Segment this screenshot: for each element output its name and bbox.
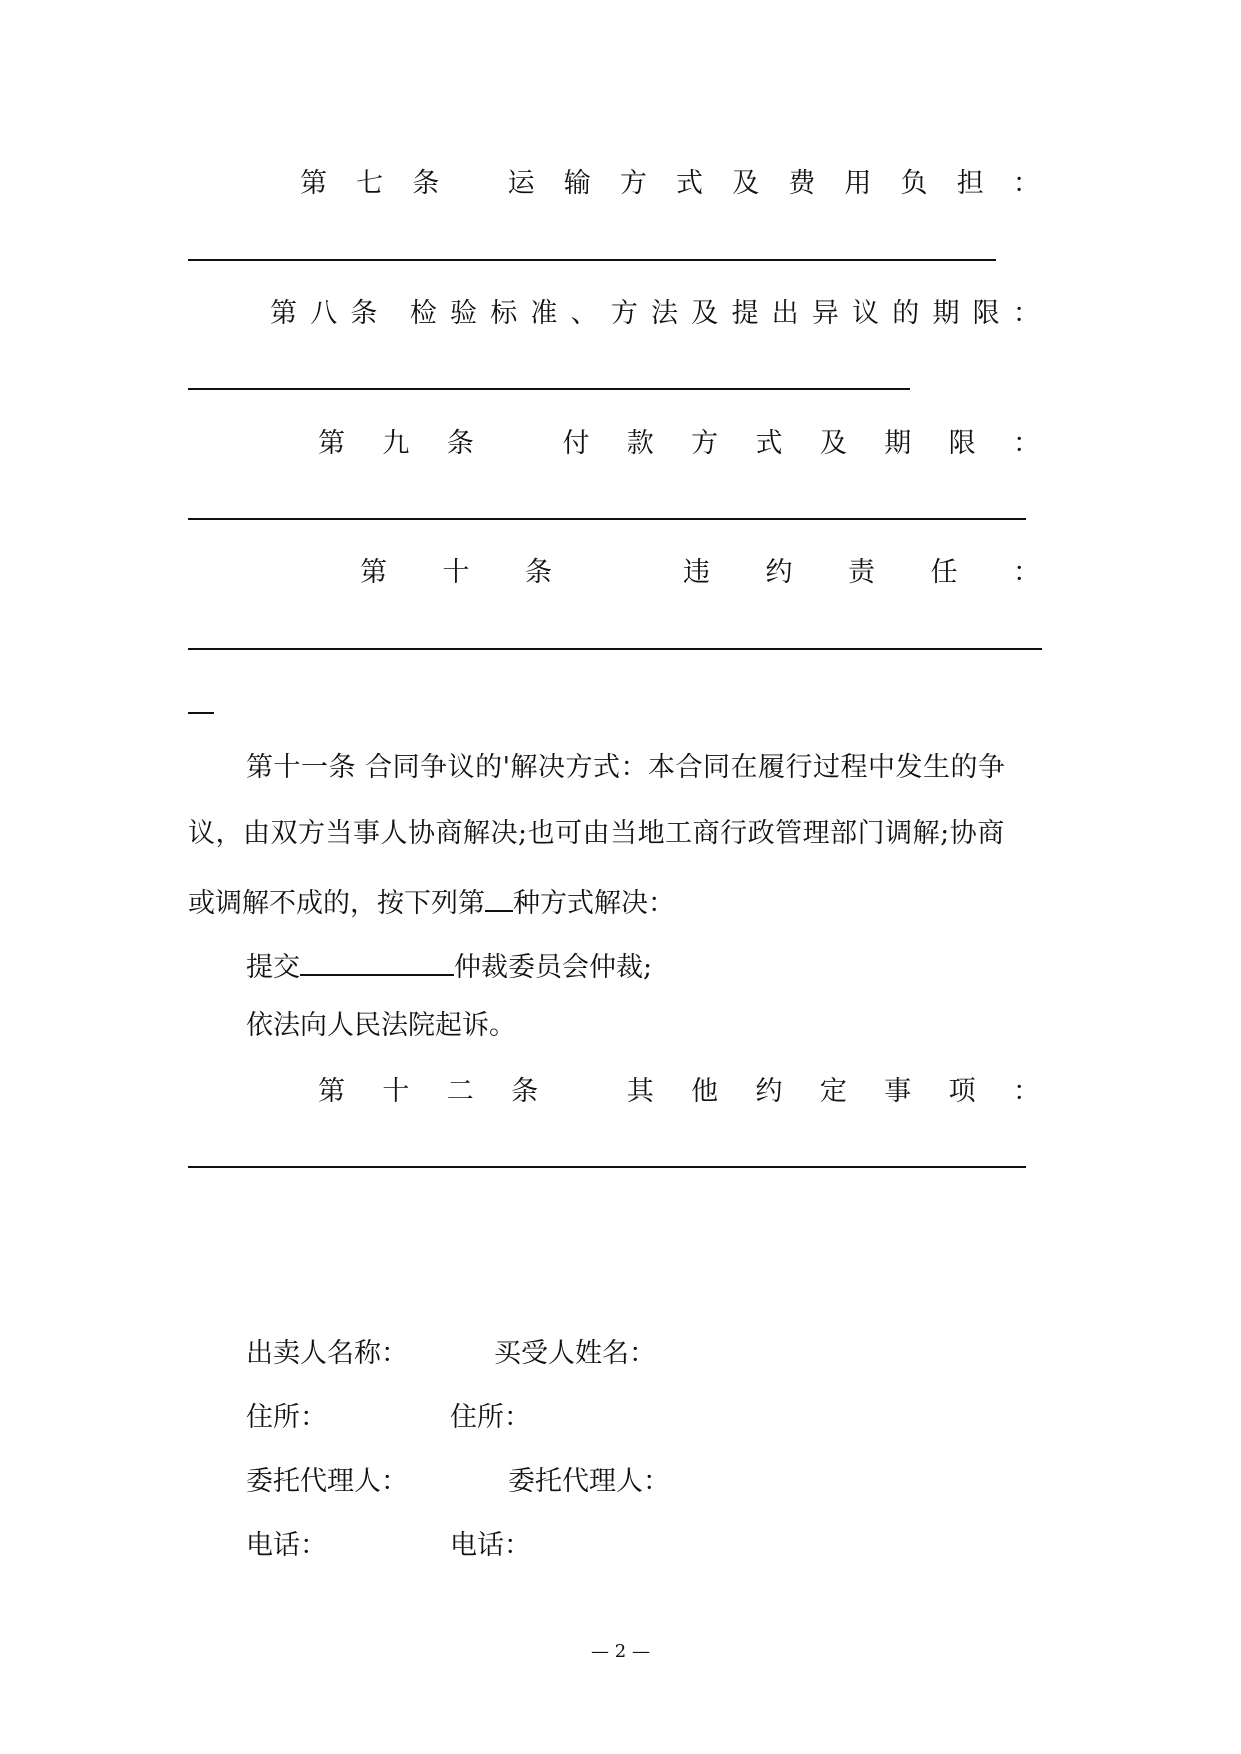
- heading-char: 其: [626, 1076, 654, 1107]
- heading-char: 任: [930, 557, 958, 588]
- article-11-line-3-before: 或调解不成的，按下列第: [188, 888, 485, 919]
- heading-char: 担: [956, 168, 984, 199]
- heading-char: 八: [310, 298, 338, 329]
- heading-char: 约: [765, 557, 793, 588]
- heading-char: 法: [651, 298, 679, 329]
- heading-char: 费: [788, 168, 816, 199]
- arbitration-option-before: 提交: [246, 952, 300, 983]
- heading-char: 负: [900, 168, 928, 199]
- heading-char: 方: [691, 428, 719, 459]
- heading-char: 限: [972, 298, 1000, 329]
- heading-char: 用: [844, 168, 872, 199]
- heading-char: 第: [318, 1076, 345, 1107]
- heading-char: 第: [318, 428, 345, 459]
- buyer-agent-label: 委托代理人：: [508, 1466, 670, 1497]
- heading-char: 二: [446, 1076, 474, 1107]
- page-number: — 2 —: [591, 1641, 650, 1662]
- heading-char: 提: [731, 298, 759, 329]
- heading-char: 及: [691, 298, 719, 329]
- heading-char: 限: [948, 428, 976, 459]
- heading-char: 付: [562, 428, 590, 459]
- article-8-blank-line[interactable]: [188, 388, 910, 390]
- seller-agent-label: 委托代理人：: [246, 1466, 408, 1497]
- heading-char: 期: [884, 428, 912, 459]
- heading-char: 条: [350, 298, 378, 329]
- heading-char: ：: [1012, 168, 1040, 199]
- heading-char: 议: [852, 298, 880, 329]
- buyer-address-label: 住所：: [450, 1402, 531, 1433]
- article-7-blank-line[interactable]: [188, 259, 996, 261]
- heading-char: ：: [1012, 1076, 1040, 1107]
- article-11-line-3-after: 种方式解决：: [513, 888, 675, 919]
- article-10-heading: [360, 555, 1040, 591]
- buyer-phone-label: 电话：: [450, 1530, 531, 1561]
- article-7-heading: [300, 166, 1040, 202]
- heading-char: 事: [884, 1076, 912, 1107]
- seller-phone-label: 电话：: [246, 1530, 327, 1561]
- heading-char: 验: [450, 298, 478, 329]
- seller-address-label: 住所：: [246, 1402, 327, 1433]
- heading-char: 方: [619, 168, 647, 199]
- heading-char: 、: [570, 298, 598, 329]
- heading-char: 输: [563, 168, 591, 199]
- heading-char: 条: [525, 557, 552, 588]
- heading-char: 第: [300, 168, 327, 199]
- heading-char: 条: [412, 168, 440, 199]
- article-11-line-3: [188, 880, 675, 922]
- article-12-blank-line[interactable]: [188, 1166, 1026, 1168]
- heading-char: 约: [755, 1076, 783, 1107]
- heading-char: 定: [819, 1076, 847, 1107]
- heading-char: 十: [382, 1076, 410, 1107]
- heading-char: 检: [409, 298, 437, 329]
- heading-char: 条: [446, 428, 474, 459]
- heading-char: 期: [932, 298, 960, 329]
- heading-char: 违: [683, 557, 710, 588]
- heading-char: 及: [732, 168, 760, 199]
- heading-char: 出: [771, 298, 799, 329]
- article-9-heading: [318, 426, 1040, 462]
- heading-char: 式: [675, 168, 703, 199]
- article-9-blank-line[interactable]: [188, 518, 1026, 520]
- heading-char: 七: [356, 168, 384, 199]
- heading-char: 方: [610, 298, 638, 329]
- heading-char: 项: [948, 1076, 976, 1107]
- arbitration-committee-blank[interactable]: [300, 944, 454, 976]
- heading-char: 及: [819, 428, 847, 459]
- heading-char: 第: [360, 557, 387, 588]
- heading-char: 式: [755, 428, 783, 459]
- article-8-heading: [270, 296, 1040, 332]
- heading-char: 异: [811, 298, 839, 329]
- article-10-blank-line-continued[interactable]: [188, 712, 214, 714]
- article-11-line-2: 议，由双方当事人协商解决;也可由当地工商行政管理部门调解;协商: [188, 818, 1005, 849]
- heading-char: 责: [848, 557, 875, 588]
- heading-char: 九: [382, 428, 410, 459]
- article-11-line-1: 第十一条 合同争议的'解决方式：本合同在履行过程中发生的争: [246, 752, 1006, 783]
- heading-char: 准: [530, 298, 558, 329]
- heading-char: ：: [1012, 298, 1040, 329]
- article-10-blank-line[interactable]: [188, 648, 1042, 650]
- article-12-heading: [318, 1074, 1040, 1110]
- heading-char: 的: [892, 298, 920, 329]
- heading-char: 款: [626, 428, 654, 459]
- heading-char: 条: [511, 1076, 539, 1107]
- option-number-blank[interactable]: [485, 880, 513, 912]
- heading-char: ：: [1013, 557, 1040, 588]
- buyer-name-label: 买受人姓名：: [494, 1338, 656, 1369]
- heading-char: 运: [507, 168, 535, 199]
- arbitration-option-after: 仲裁委员会仲裁;: [454, 952, 653, 983]
- heading-char: 他: [691, 1076, 719, 1107]
- seller-name-label: 出卖人名称：: [246, 1338, 408, 1369]
- heading-char: 标: [490, 298, 518, 329]
- heading-char: 第: [270, 298, 297, 329]
- litigation-option: 依法向人民法院起诉。: [246, 1010, 516, 1041]
- arbitration-option: [246, 944, 652, 986]
- heading-char: ：: [1012, 428, 1040, 459]
- heading-char: 十: [442, 557, 470, 588]
